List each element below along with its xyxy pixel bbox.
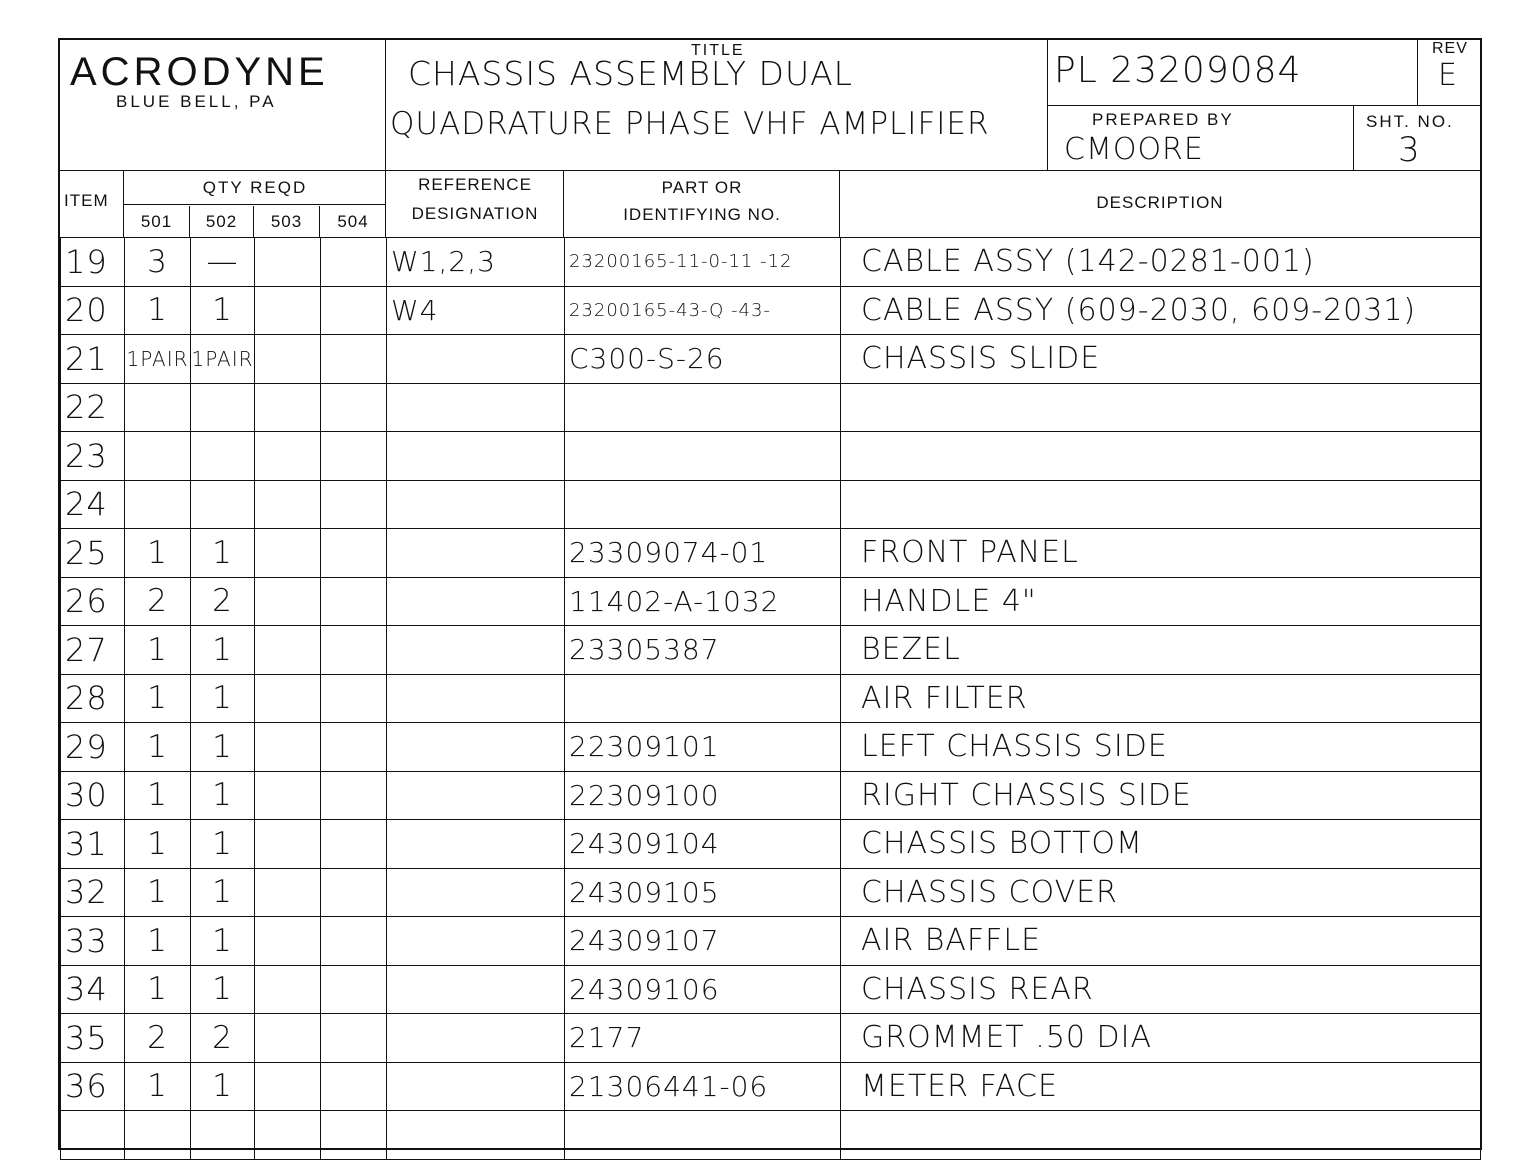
table-row [61,1014,1481,1063]
item-cell: 36 [61,1062,125,1111]
col-item [60,171,124,237]
qty-502-cell [191,383,255,432]
description-cell: BEZEL [841,626,1481,675]
part-number-cell [565,383,841,432]
description-cell: CHASSIS SLIDE [841,335,1481,384]
ref-designation-cell [387,1062,565,1111]
ref-designation-cell [387,335,565,384]
prepared-label: PREPARED BY [1092,110,1234,129]
qty-503-cell [255,1014,321,1063]
part-number-cell: 22309100 [565,771,841,820]
part-number-cell [565,674,841,723]
qty-503-cell [255,383,321,432]
ref-designation-cell [387,723,565,772]
description-cell: CHASSIS COVER [841,868,1481,917]
ref-designation-cell [387,917,565,966]
description-cell [841,480,1481,529]
qty-501-cell: 2 [125,577,191,626]
qty-502-cell: 1 [191,868,255,917]
qty-503-cell [255,286,321,335]
qty-503-cell [255,1111,321,1160]
ref-designation-cell [387,868,565,917]
table-row [61,529,1481,578]
table-row [61,626,1481,675]
sheet-no-label: SHT. NO. [1366,112,1454,131]
qty-504-cell [321,626,387,675]
item-cell: 24 [61,480,125,529]
qty-501-cell [125,383,191,432]
table-row [61,723,1481,772]
part-number-cell: 2177 [565,1014,841,1063]
qty-502-cell: — [191,238,255,287]
description-cell: HANDLE 4" [841,577,1481,626]
ref-designation-cell [387,1111,565,1160]
ref-designation-cell: W4 [387,286,565,335]
description-cell: CHASSIS REAR [841,965,1481,1014]
ref-designation-cell [387,529,565,578]
part-number-cell [565,1111,841,1160]
table-row [61,965,1481,1014]
part-number-cell: 24309105 [565,868,841,917]
ref-designation-cell [387,965,565,1014]
part-number-cell: 23305387 [565,626,841,675]
item-cell: 25 [61,529,125,578]
qty-501-cell [125,1111,191,1160]
item-cell: 20 [61,286,125,335]
ref-designation-cell [387,577,565,626]
qty-503-cell [255,965,321,1014]
title-block [386,40,1048,171]
prepared-value: CMOORE [1064,132,1204,167]
qty-504-cell [321,286,387,335]
parts-table [60,237,1481,1160]
qty-502-cell: 1 [191,965,255,1014]
item-cell: 34 [61,965,125,1014]
qty-504-cell [321,577,387,626]
doc-number: PL 23209084 [1054,50,1302,91]
qty-502-cell: 2 [191,1014,255,1063]
table-row [61,432,1481,481]
description-cell: AIR FILTER [841,674,1481,723]
item-cell: 26 [61,577,125,626]
qty-504-cell [321,1014,387,1063]
table-row [61,383,1481,432]
part-number-cell: 24309104 [565,820,841,869]
table-row [61,1111,1481,1160]
description-cell: CABLE ASSY (142-0281-001) [841,238,1481,287]
part-number-cell [565,480,841,529]
item-cell: 33 [61,917,125,966]
table-row [61,286,1481,335]
col-qty-502: 502 [190,206,254,237]
description-cell [841,1111,1481,1160]
qty-504-cell [321,917,387,966]
qty-504-cell [321,529,387,578]
prepared-block [1048,106,1354,171]
table-row [61,480,1481,529]
qty-501-cell: 1 [125,820,191,869]
item-cell: 19 [61,238,125,287]
col-ref-line1: REFERENCE [418,175,532,194]
part-number-cell: 22309101 [565,723,841,772]
qty-501-cell: 1PAIR [125,335,191,384]
company-location: BLUE BELL, PA [116,92,277,111]
qty-503-cell [255,723,321,772]
ref-designation-cell [387,674,565,723]
item-cell: 31 [61,820,125,869]
description-cell: RIGHT CHASSIS SIDE [841,771,1481,820]
qty-502-cell: 1 [191,771,255,820]
description-cell [841,432,1481,481]
qty-502-cell: 1 [191,820,255,869]
qty-503-cell [255,674,321,723]
part-number-cell: 11402-A-1032 [565,577,841,626]
qty-501-cell: 1 [125,868,191,917]
qty-503-cell [255,820,321,869]
col-part [564,171,840,237]
item-cell: 28 [61,674,125,723]
qty-504-cell [321,820,387,869]
table-row [61,820,1481,869]
rev-block [1418,40,1480,106]
part-number-cell: 21306441-06 [565,1062,841,1111]
qty-501-cell: 2 [125,1014,191,1063]
ref-designation-cell [387,1014,565,1063]
part-number-cell: 24309106 [565,965,841,1014]
qty-503-cell [255,480,321,529]
rev-value: E [1438,58,1458,93]
qty-501-cell: 1 [125,674,191,723]
qty-503-cell [255,1062,321,1111]
column-header-row [60,171,1480,237]
item-cell: 32 [61,868,125,917]
qty-503-cell [255,529,321,578]
qty-501-cell: 1 [125,771,191,820]
qty-502-cell: 1 [191,529,255,578]
qty-504-cell [321,335,387,384]
title-line-1: CHASSIS ASSEMBLY DUAL [408,54,854,93]
table-row [61,577,1481,626]
col-part-line2: IDENTIFYING NO. [623,205,781,224]
qty-503-cell [255,868,321,917]
qty-504-cell [321,383,387,432]
qty-502-cell [191,432,255,481]
qty-503-cell [255,917,321,966]
qty-504-cell [321,771,387,820]
qty-divider [124,204,386,205]
col-desc-label: DESCRIPTION [1096,193,1224,212]
description-cell: AIR BAFFLE [841,917,1481,966]
item-cell: 30 [61,771,125,820]
qty-501-cell [125,432,191,481]
qty-501-cell: 1 [125,286,191,335]
qty-501-cell: 3 [125,238,191,287]
table-row [61,771,1481,820]
ref-designation-cell [387,383,565,432]
ref-designation-cell [387,626,565,675]
qty-503-cell [255,238,321,287]
col-qty-504: 504 [337,212,369,231]
rev-label: REV [1432,40,1468,57]
part-number-cell: 23309074-01 [565,529,841,578]
parts-table-body [61,238,1481,1160]
ref-designation-cell [387,432,565,481]
qty-504-cell [321,723,387,772]
part-number-cell: 24309107 [565,917,841,966]
col-qty-503: 503 [254,206,320,237]
qty-503-cell [255,335,321,384]
col-ref [386,171,564,237]
item-cell: 22 [61,383,125,432]
description-cell: FRONT PANEL [841,529,1481,578]
qty-501-cell: 1 [125,1062,191,1111]
part-number-cell [565,432,841,481]
qty-504-cell [321,480,387,529]
col-ref-line2: DESIGNATION [411,204,539,223]
parts-list-sheet [58,38,1482,1150]
qty-501-cell: 1 [125,965,191,1014]
description-cell: CHASSIS BOTTOM [841,820,1481,869]
item-cell: 27 [61,626,125,675]
table-row [61,868,1481,917]
ref-designation-cell [387,480,565,529]
qty-501-cell: 1 [125,626,191,675]
qty-504-cell [321,868,387,917]
table-row [61,674,1481,723]
part-number-cell: 23200165-43-Q -43- [565,286,841,335]
item-cell: 35 [61,1014,125,1063]
qty-502-cell [191,1111,255,1160]
item-cell: 23 [61,432,125,481]
sheet-no-block [1354,106,1480,171]
doc-number-block [1048,40,1418,106]
company-name: ACRODYNE [70,50,329,94]
col-part-line1: PART OR [661,178,743,197]
col-qty-group [124,171,386,237]
qty-501-cell [125,480,191,529]
qty-502-cell: 2 [191,577,255,626]
qty-503-cell [255,577,321,626]
part-number-cell: C300-S-26 [565,335,841,384]
col-qty-501: 501 [124,206,190,237]
ref-designation-cell [387,771,565,820]
table-row [61,238,1481,287]
qty-504-cell [321,965,387,1014]
qty-502-cell: 1 [191,626,255,675]
qty-504-cell [321,1062,387,1111]
title-line-2: QUADRATURE PHASE VHF AMPLIFIER [390,106,990,142]
title-label: TITLE [691,42,745,59]
description-cell: CABLE ASSY (609-2030, 609-2031) [841,286,1481,335]
qty-502-cell: 1 [191,674,255,723]
item-cell: 21 [61,335,125,384]
qty-504-cell [321,1111,387,1160]
qty-502-cell [191,480,255,529]
col-item-label: ITEM [64,191,109,210]
part-number-cell: 23200165-11-0-11 -12 [565,238,841,287]
qty-502-cell: 1 [191,1062,255,1111]
qty-503-cell [255,626,321,675]
description-cell [841,383,1481,432]
qty-504-cell [321,674,387,723]
table-row [61,335,1481,384]
col-qty-label: QTY REQD [202,178,308,197]
qty-503-cell [255,771,321,820]
ref-designation-cell [387,820,565,869]
qty-501-cell: 1 [125,917,191,966]
qty-502-cell: 1 [191,723,255,772]
qty-502-cell: 1 [191,917,255,966]
description-cell: LEFT CHASSIS SIDE [841,723,1481,772]
company-block [60,40,386,171]
qty-502-cell: 1PAIR [191,335,255,384]
ref-designation-cell: W1,2,3 [387,238,565,287]
description-cell: METER FACE [841,1062,1481,1111]
qty-502-cell: 1 [191,286,255,335]
qty-504-cell [321,238,387,287]
col-desc [840,171,1480,237]
description-cell: GROMMET .50 DIA [841,1014,1481,1063]
qty-503-cell [255,432,321,481]
item-cell [61,1111,125,1160]
qty-504-cell [321,432,387,481]
table-row [61,917,1481,966]
sheet-no-value: 3 [1398,130,1421,170]
qty-501-cell: 1 [125,723,191,772]
qty-501-cell: 1 [125,529,191,578]
item-cell: 29 [61,723,125,772]
table-row [61,1062,1481,1111]
